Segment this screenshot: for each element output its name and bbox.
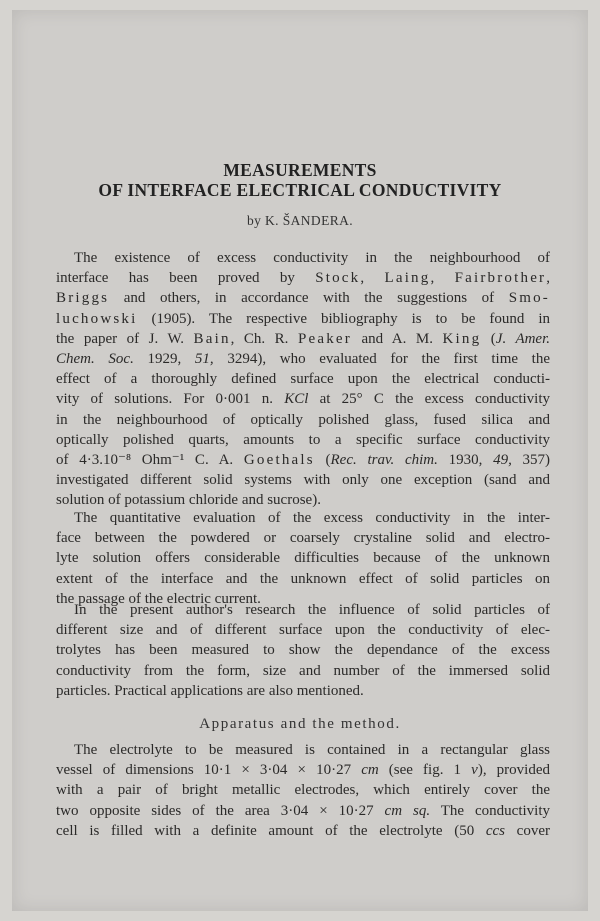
text-line bbox=[56, 470, 550, 490]
text-run: , bbox=[430, 270, 455, 287]
text-run: optically polished quarts, amounts to a specific surface conductivity bbox=[56, 431, 550, 448]
text-run: investigated different solid systems with only one exception (sand and bbox=[56, 472, 550, 489]
text-line bbox=[56, 620, 550, 640]
text-run: luchowski bbox=[56, 310, 138, 327]
text-run: ccs bbox=[485, 822, 506, 839]
text-run: (see fig. 1 bbox=[378, 762, 472, 779]
text-run: (1905). The respective bibliography is to be found in bbox=[137, 310, 550, 327]
text-run: the paper of J. W. bbox=[56, 330, 194, 347]
scanned-page bbox=[12, 10, 588, 911]
text-run: cell is filled with a definite amount of the electrolyte (50 bbox=[56, 822, 486, 839]
text-line bbox=[56, 309, 550, 329]
text-run: ( bbox=[314, 452, 331, 468]
text-run: of 4·3.10⁻⁸ Ohm⁻¹ C. A. bbox=[56, 452, 244, 468]
text-run: Laing bbox=[384, 270, 431, 287]
text-line bbox=[56, 288, 550, 308]
text-run: and A. M. bbox=[351, 330, 443, 347]
text-line bbox=[56, 681, 550, 701]
text-run: solution of potassium chloride and sucrose). bbox=[56, 492, 321, 509]
text-run: lyte solution offers considerable difficulties because of the unknown bbox=[56, 550, 550, 567]
text-run: Fairbrother bbox=[454, 270, 547, 287]
text-line bbox=[56, 329, 550, 349]
text-line bbox=[56, 450, 550, 470]
text-line bbox=[56, 569, 550, 589]
text-run: particles. Practical applications are also mentioned. bbox=[56, 682, 364, 699]
text-line bbox=[56, 640, 550, 660]
text-run: conductivity from the form, size and number of the immersed solid bbox=[56, 662, 550, 679]
text-run: 1930, bbox=[437, 452, 494, 468]
section-heading: Apparatus and the method. bbox=[199, 716, 401, 732]
text-run: The conductivity bbox=[430, 802, 550, 819]
text-run: 3294), who evaluated for the first time the bbox=[213, 351, 551, 367]
text-run: The quantitative evaluation of the excess conductivity in the inter- bbox=[74, 510, 550, 526]
text-run: v bbox=[471, 762, 478, 779]
text-line bbox=[56, 740, 550, 760]
text-line bbox=[56, 389, 550, 409]
text-line bbox=[56, 508, 550, 528]
text-run: interface has been proved by bbox=[56, 270, 316, 287]
text-line bbox=[56, 369, 550, 389]
text-run: cm sq. bbox=[384, 802, 431, 819]
title-line-2: OF INTERFACE ELECTRICAL CONDUCTIVITY bbox=[98, 180, 502, 200]
text-run: The electrolyte to be measured is contained in a rectangular glass bbox=[74, 742, 550, 758]
text-line bbox=[56, 410, 550, 430]
text-run: ), provided bbox=[477, 762, 550, 779]
text-run: two opposite sides of the area 3·04 × 10·27 bbox=[56, 802, 385, 819]
text-line bbox=[56, 528, 550, 548]
text-run: 357) bbox=[511, 452, 551, 468]
text-run: KCl bbox=[284, 391, 309, 408]
text-run: vity of solutions. For 0·001 n. bbox=[56, 391, 285, 408]
text-run: Stock bbox=[315, 270, 361, 287]
text-run: at 25° C the excess conductivity bbox=[308, 391, 550, 408]
text-run: 1929, bbox=[133, 351, 195, 367]
title-line-1: MEASUREMENTS bbox=[223, 160, 377, 180]
text-run: Bain bbox=[193, 330, 231, 347]
text-run: in the neighbourhood of optically polished glass, fused silica and bbox=[56, 411, 550, 428]
text-run: trolytes has been measured to show the dependance of the excess bbox=[56, 642, 550, 659]
text-run: extent of the interface and the unknown effect of solid particles on bbox=[56, 570, 550, 587]
text-run: Smo- bbox=[508, 290, 550, 307]
text-line bbox=[56, 268, 550, 288]
text-run: the passage of the electric current. bbox=[56, 590, 261, 607]
text-line bbox=[56, 661, 550, 681]
text-run: The existence of excess conductivity in the neighbourhood of bbox=[74, 250, 550, 266]
text-run: In the present author's research the influence of solid particles of bbox=[74, 602, 550, 618]
text-line bbox=[56, 801, 550, 821]
text-line bbox=[56, 780, 550, 800]
text-run: Rec. trav. chim. bbox=[330, 452, 438, 468]
text-run: J. Amer. bbox=[495, 330, 551, 347]
text-run: , bbox=[546, 270, 551, 287]
text-line bbox=[56, 760, 550, 780]
text-run: with a pair of bright metallic electrodes, which entirely cover the bbox=[56, 782, 550, 799]
text-run: King bbox=[442, 330, 482, 347]
text-run: Goethals bbox=[243, 452, 315, 468]
text-run: Chem. Soc. bbox=[56, 351, 134, 367]
text-run: effect of a thoroughly defined surface upon the electrical conducti- bbox=[56, 371, 550, 388]
text-run: 51, bbox=[194, 351, 214, 367]
text-run: , Ch. R. bbox=[230, 330, 298, 347]
text-run: 49, bbox=[493, 452, 512, 468]
author-byline: by K. ŠANDERA. bbox=[246, 213, 354, 228]
text-line bbox=[56, 600, 550, 620]
text-line bbox=[56, 349, 550, 369]
text-line bbox=[56, 821, 550, 841]
text-run: , bbox=[360, 270, 385, 287]
text-line bbox=[56, 548, 550, 568]
text-run: Briggs bbox=[56, 290, 110, 307]
text-run: ( bbox=[481, 330, 496, 347]
text-run: Peaker bbox=[297, 330, 352, 347]
text-run: vessel of dimensions 10·1 × 3·04 × 10·27 bbox=[56, 762, 362, 779]
text-run: face between the powdered or coarsely crystaline solid and electro- bbox=[56, 530, 550, 547]
text-run: different size and of different surface upon the conductivity of elec- bbox=[56, 622, 550, 639]
text-run: and others, in accordance with the suggestions of bbox=[109, 290, 509, 307]
text-run: cover bbox=[505, 822, 550, 839]
text-run: cm bbox=[361, 762, 379, 779]
text-line bbox=[56, 430, 550, 450]
text-line bbox=[56, 248, 550, 268]
